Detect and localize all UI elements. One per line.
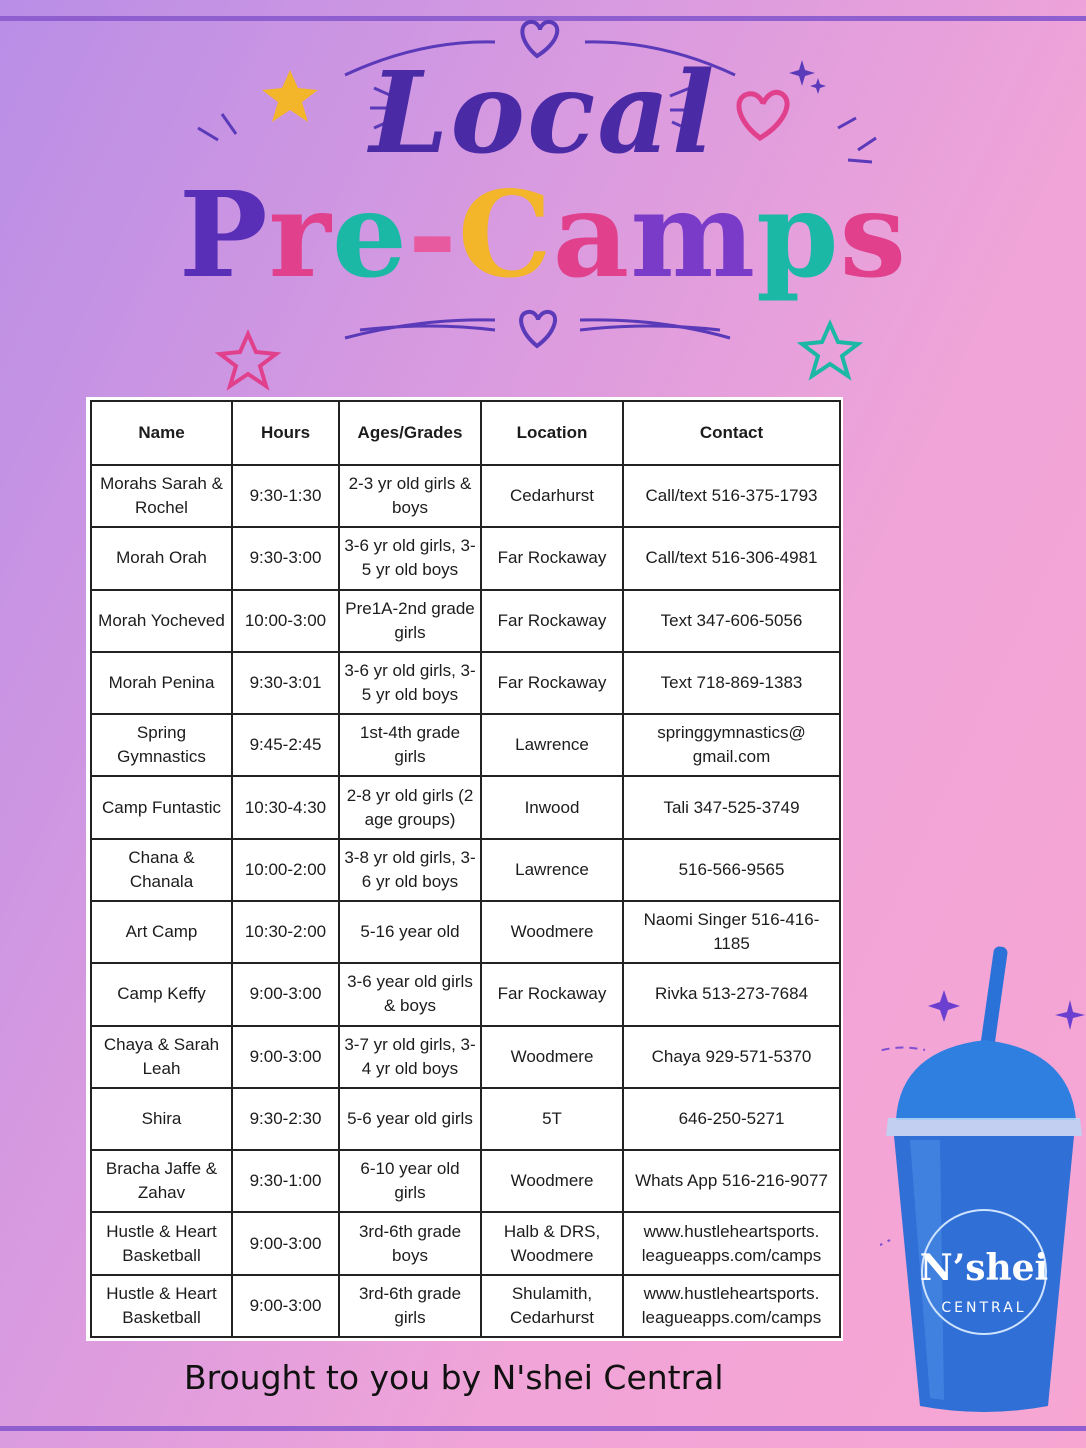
cell-contact: Chaya 929-571-5370 [623,1026,840,1088]
camps-sheet [86,397,843,1341]
cell-location: Shulamith, Cedarhurst [481,1275,623,1337]
cell-hours: 9:30-2:30 [232,1088,339,1150]
cell-contact: Call/text 516-375-1793 [623,465,840,527]
cell-ages: 1st-4th grade girls [339,714,481,776]
header-contact: Contact [623,401,840,465]
heart-icon [521,312,555,346]
cell-contact: Tali 347-525-3749 [623,776,840,838]
cell-name: Chaya & Sarah Leah [91,1026,232,1088]
table-row [91,1275,840,1337]
cell-name: Morah Penina [91,652,232,714]
table-row [91,1212,840,1274]
header-hours: Hours [232,401,339,465]
cell-location: Lawrence [481,714,623,776]
cell-contact: springgymnastics@ gmail.com [623,714,840,776]
cell-contact: Text 347-606-5056 [623,590,840,652]
header-name: Name [91,401,232,465]
cell-contact: www.hustleheartsports. leagueapps.com/camps [623,1212,840,1274]
table-row [91,839,840,901]
cell-contact: Naomi Singer 516-416-1185 [623,901,840,963]
cell-location: Far Rockaway [481,590,623,652]
title-letter: p [756,165,840,304]
cell-name: Chana & Chanala [91,839,232,901]
cell-name: Camp Funtastic [91,776,232,838]
cell-location: Woodmere [481,1150,623,1212]
header-location: Location [481,401,623,465]
cell-ages: 3-6 yr old girls, 3-5 yr old boys [339,527,481,589]
title-letter: r [268,165,332,304]
cell-contact: Call/text 516-306-4981 [623,527,840,589]
cell-ages: 2-3 yr old girls & boys [339,465,481,527]
cell-name: Art Camp [91,901,232,963]
cell-hours: 10:00-2:00 [232,839,339,901]
cell-ages: 3rd-6th grade boys [339,1212,481,1274]
cell-ages: 2-8 yr old girls (2 age groups) [339,776,481,838]
cell-contact: 516-566-9565 [623,839,840,901]
bottom-border-line [0,1426,1086,1431]
cell-contact: www.hustleheartsports. leagueapps.com/camps [623,1275,840,1337]
cell-contact: 646-250-5271 [623,1088,840,1150]
cell-location: Far Rockaway [481,527,623,589]
star-icon [220,334,276,386]
cell-name: Hustle & Heart Basketball [91,1275,232,1337]
cell-ages: 5-6 year old girls [339,1088,481,1150]
table-row [91,714,840,776]
cell-hours: 10:30-4:30 [232,776,339,838]
table-row [91,1150,840,1212]
title-letter: s [839,165,908,304]
cell-hours: 9:00-3:00 [232,1275,339,1337]
title-letter: P [178,165,269,304]
cell-name: Spring Gymnastics [91,714,232,776]
title-letter: e [331,165,408,304]
footer-credit: Brought to you by N'shei Central [184,1358,724,1397]
cell-hours: 10:30-2:00 [232,901,339,963]
cell-location: Lawrence [481,839,623,901]
slushie-cup-illustration [880,940,1086,1420]
cell-ages: 3-7 yr old girls, 3-4 yr old boys [339,1026,481,1088]
cell-hours: 9:00-3:00 [232,1212,339,1274]
header-ages: Ages/Grades [339,401,481,465]
camps-table [90,400,841,1338]
title-local: Local [369,48,717,179]
table-row [91,1088,840,1150]
table-row [91,1026,840,1088]
cell-name: Morah Orah [91,527,232,589]
cell-name: Morah Yocheved [91,590,232,652]
cell-name: Shira [91,1088,232,1150]
cell-location: Woodmere [481,1026,623,1088]
star-icon [802,324,858,376]
table-row [91,465,840,527]
table-row [91,590,840,652]
title-letter: - [407,165,458,304]
cell-location: Woodmere [481,901,623,963]
cell-hours: 9:30-1:00 [232,1150,339,1212]
cell-hours: 9:30-3:00 [232,527,339,589]
cell-contact: Whats App 516-216-9077 [623,1150,840,1212]
title-letter: m [630,165,757,304]
cell-contact: Rivka 513-273-7684 [623,963,840,1025]
title-letter: a [552,165,631,304]
table-row [91,776,840,838]
cell-ages: 5-16 year old [339,901,481,963]
cell-name: Camp Keffy [91,963,232,1025]
cell-hours: 9:00-3:00 [232,1026,339,1088]
cell-location: Far Rockaway [481,652,623,714]
cell-hours: 9:30-1:30 [232,465,339,527]
table-row [91,963,840,1025]
cell-hours: 9:00-3:00 [232,963,339,1025]
cell-ages: 3-6 yr old girls, 3-5 yr old boys [339,652,481,714]
cell-hours: 10:00-3:00 [232,590,339,652]
table-row [91,527,840,589]
title-letter: C [457,165,553,304]
sparkle-icon [928,990,1085,1030]
cell-location: 5T [481,1088,623,1150]
cell-ages: Pre1A-2nd grade girls [339,590,481,652]
cell-name: Bracha Jaffe & Zahav [91,1150,232,1212]
cell-name: Hustle & Heart Basketball [91,1212,232,1274]
table-row [91,901,840,963]
cell-ages: 3-8 yr old girls, 3-6 yr old boys [339,839,481,901]
title-pre-camps [0,165,1086,304]
cell-contact: Text 718-869-1383 [623,652,840,714]
table-row [91,652,840,714]
cell-location: Inwood [481,776,623,838]
cell-ages: 3-6 year old girls & boys [339,963,481,1025]
title-banner [0,0,1086,400]
cell-name: Morahs Sarah & Rochel [91,465,232,527]
cell-hours: 9:45-2:45 [232,714,339,776]
cell-location: Halb & DRS, Woodmere [481,1212,623,1274]
cell-hours: 9:30-3:01 [232,652,339,714]
cell-location: Far Rockaway [481,963,623,1025]
cell-ages: 3rd-6th grade girls [339,1275,481,1337]
cell-ages: 6-10 year old girls [339,1150,481,1212]
cell-location: Cedarhurst [481,465,623,527]
table-header-row [91,401,840,465]
cup-logo-name: N’shei [919,1247,1049,1289]
cup-logo-sub: CENTRAL [941,1300,1027,1316]
